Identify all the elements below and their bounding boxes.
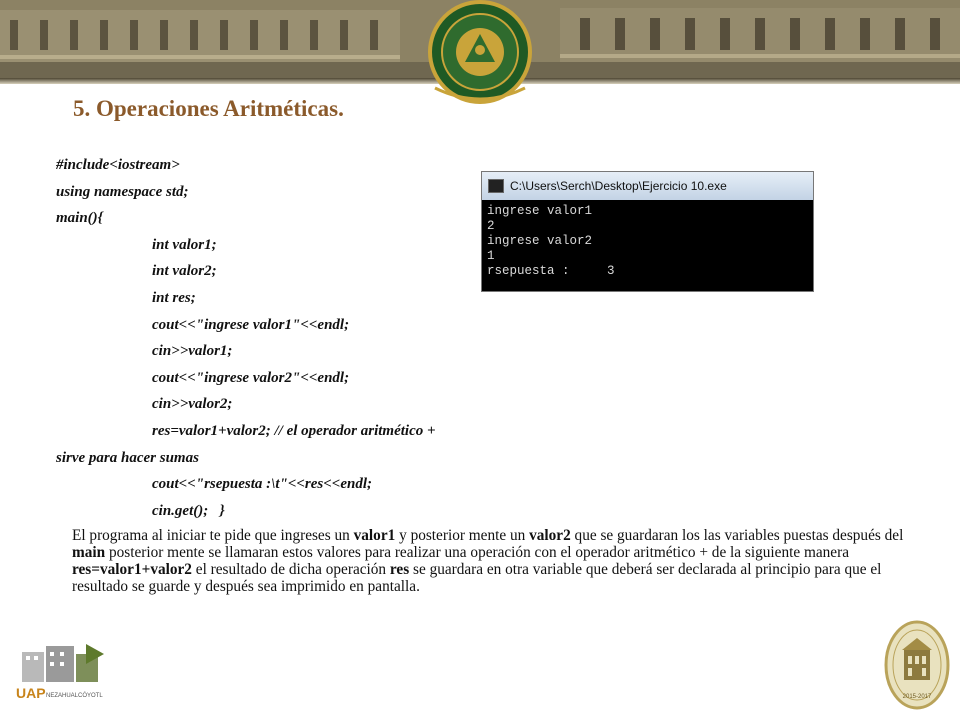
code-line: #include<iostream>: [56, 157, 180, 173]
code-line: cout<<"rsepuesta :\t"<<res<<endl;: [152, 476, 373, 493]
description-paragraph: [72, 527, 912, 595]
code-line: cout<<"ingrese valor1"<<endl;: [152, 316, 350, 333]
code-line: sirve para hacer sumas: [56, 449, 199, 466]
code-line: int valor2;: [152, 263, 217, 280]
code-line: main(){: [56, 210, 103, 227]
code-line: res=valor1+valor2; // el operador aritmético +: [152, 422, 436, 439]
anniversary-seal-icon: [884, 620, 950, 710]
desc-bold: valor1: [353, 527, 396, 544]
uap-logo-icon: [14, 640, 114, 710]
console-titlebar: [482, 172, 813, 200]
desc-bold: res=valor1+valor2: [72, 561, 192, 578]
logo-uap-text: UAP: [16, 685, 46, 701]
desc-text: El programa al iniciar te pide que ingreses un: [72, 527, 354, 544]
code-line: cin.get(); }: [152, 502, 225, 519]
desc-text: se guardara en otra variable que deberá ser declarada al principio para que el resultado se guarde y después sea imprimido en pantalla.: [72, 561, 882, 595]
code-line: int res;: [152, 289, 196, 306]
logo-uap-subtext: NEZAHUALCÓYOTL: [46, 693, 103, 699]
code-line: using namespace std;: [56, 183, 189, 200]
console-window: [481, 171, 814, 292]
console-app-icon: [488, 179, 504, 193]
code-line: int valor1;: [152, 236, 217, 253]
console-title: C:\Users\Serch\Desktop\Ejercicio 10.exe: [510, 179, 727, 193]
slide-title: 5. Operaciones Aritméticas.: [73, 96, 344, 121]
code-line: cout<<"ingrese valor2"<<endl;: [152, 369, 350, 386]
desc-text: posterior mente se llamaran estos valores para realizar una operación con el operador aritmético + de la siguiente manera: [105, 544, 849, 561]
desc-bold: valor2: [529, 527, 571, 544]
seal-years: 2015-2017: [902, 694, 932, 700]
desc-text: y posterior mente un: [395, 527, 530, 544]
code-line: cin>>valor2;: [152, 396, 233, 413]
desc-text: que se guardaran los las variables puestas después del: [570, 527, 904, 544]
desc-bold: res: [389, 561, 410, 578]
desc-text: el resultado de dicha operación: [191, 561, 390, 578]
desc-bold: main: [72, 544, 106, 561]
university-crest-icon: [415, 0, 545, 110]
console-output: ingrese valor1 2 ingrese valor2 1 rsepuesta : 3: [487, 204, 615, 278]
code-listing: [56, 152, 436, 524]
code-line: cin>>valor1;: [152, 343, 233, 360]
